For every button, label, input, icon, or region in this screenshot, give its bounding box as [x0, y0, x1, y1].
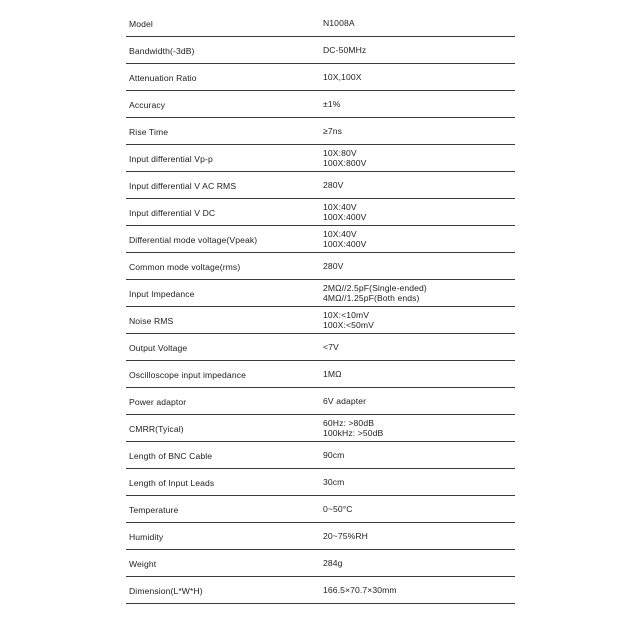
spec-label: Input differential V AC RMS [129, 180, 237, 191]
spec-value-line: 10X:40V [323, 202, 357, 212]
spec-row-oscilloscope-input-impedance [126, 362, 515, 388]
spec-value [323, 254, 343, 279]
spec-value [323, 200, 366, 225]
spec-value-line: 20~75%RH [323, 530, 368, 541]
spec-row-model [126, 11, 515, 37]
spec-value [323, 281, 427, 306]
spec-table [126, 11, 515, 604]
spec-value-line: 280V [323, 179, 344, 190]
spec-row-input-differential-v-ac-rms [126, 173, 515, 199]
spec-value-line: 10X:80V [323, 148, 357, 158]
spec-row-rise-time [126, 119, 515, 145]
spec-value-line: 10X:40V [323, 229, 357, 239]
spec-value-line: 100kHz: >50dB [323, 427, 384, 438]
spec-row-weight [126, 551, 515, 577]
spec-row-dimension [126, 578, 515, 604]
spec-value-line: 30cm [323, 476, 345, 487]
spec-row-input-differential-vpp [126, 146, 515, 172]
spec-value-line: 166.5×70.7×30mm [323, 584, 397, 595]
spec-value [323, 146, 366, 171]
spec-value [323, 578, 397, 603]
spec-row-accuracy [126, 92, 515, 118]
spec-value [323, 389, 366, 414]
spec-value-line: <7V [323, 341, 339, 352]
spec-label: Temperature [129, 504, 179, 515]
spec-label: CMRR(Tyical) [129, 423, 184, 434]
spec-value [323, 362, 342, 387]
spec-label: Dimension(L*W*H) [129, 585, 203, 596]
spec-value-line: 10X:<10mV [323, 310, 370, 320]
spec-value-line: 4MΩ//1.25pF(Both ends) [323, 292, 420, 303]
spec-value-line: ±1% [323, 98, 341, 109]
spec-row-input-impedance [126, 281, 515, 307]
spec-label: Length of Input Leads [129, 477, 215, 488]
spec-label: Weight [129, 558, 157, 569]
spec-value-line: 280V [323, 260, 344, 271]
spec-label: Input differential Vp-p [129, 153, 213, 164]
spec-label: Accuracy [129, 99, 166, 110]
spec-label: Input Impedance [129, 288, 195, 299]
spec-value-line: ≥7ns [323, 125, 342, 136]
spec-value-line: 100X:400V [323, 238, 367, 249]
spec-label: Bandwidth(-3dB) [129, 45, 195, 56]
spec-value [323, 470, 344, 495]
spec-value [323, 173, 343, 198]
spec-row-differential-mode-voltage [126, 227, 515, 253]
spec-label: Power adaptor [129, 396, 187, 407]
spec-value-line: 90cm [323, 449, 345, 460]
spec-label: Attenuation Ratio [129, 72, 197, 83]
spec-row-noise-rms [126, 308, 515, 334]
spec-value-line: N1008A [323, 17, 355, 28]
spec-value [323, 335, 339, 360]
spec-value-line: 100X:<50mV [323, 319, 374, 330]
spec-value [323, 38, 366, 63]
spec-value-line: 2MΩ//2.5pF(Single-ended) [323, 283, 427, 293]
spec-row-input-differential-v-dc [126, 200, 515, 226]
spec-row-power-adaptor [126, 389, 515, 415]
spec-label: Differential mode voltage(Vpeak) [129, 234, 258, 245]
spec-value [323, 308, 374, 333]
spec-value [323, 524, 368, 549]
spec-label: Oscilloscope input impedance [129, 369, 246, 380]
spec-value [323, 227, 366, 252]
spec-value-line: 100X:400V [323, 211, 367, 222]
spec-value [323, 551, 343, 576]
spec-row-cmrr [126, 416, 515, 442]
spec-row-input-leads-length [126, 470, 515, 496]
spec-value-line: DC-50MHz [323, 44, 367, 55]
spec-row-output-voltage [126, 335, 515, 361]
spec-value [323, 11, 355, 36]
spec-value [323, 65, 362, 90]
spec-row-common-mode-voltage [126, 254, 515, 280]
spec-label: Length of BNC Cable [129, 450, 213, 461]
spec-label: Common mode voltage(rms) [129, 261, 241, 272]
spec-label: Humidity [129, 531, 164, 542]
spec-value [323, 443, 344, 468]
spec-label: Noise RMS [129, 315, 174, 326]
spec-row-temperature [126, 497, 515, 523]
spec-row-humidity [126, 524, 515, 550]
spec-label: Output Voltage [129, 342, 188, 353]
spec-value-line: 6V adapter [323, 395, 367, 406]
spec-label: Rise Time [129, 126, 169, 137]
spec-label: Input differential V DC [129, 207, 216, 218]
spec-row-attenuation-ratio [126, 65, 515, 91]
spec-value-line: 0~50°C [323, 503, 353, 514]
spec-row-bnc-cable-length [126, 443, 515, 469]
spec-value [323, 119, 342, 144]
spec-row-bandwidth [126, 38, 515, 64]
spec-value-line: 10X,100X [323, 71, 362, 82]
spec-value [323, 497, 353, 522]
spec-value [323, 416, 383, 441]
spec-label: Model [129, 18, 153, 29]
spec-value [323, 92, 340, 117]
spec-value-line: 284g [323, 557, 343, 568]
spec-value-line: 1MΩ [323, 368, 342, 379]
spec-value-line: 60Hz: >80dB [323, 418, 375, 428]
spec-value-line: 100X:800V [323, 157, 367, 168]
